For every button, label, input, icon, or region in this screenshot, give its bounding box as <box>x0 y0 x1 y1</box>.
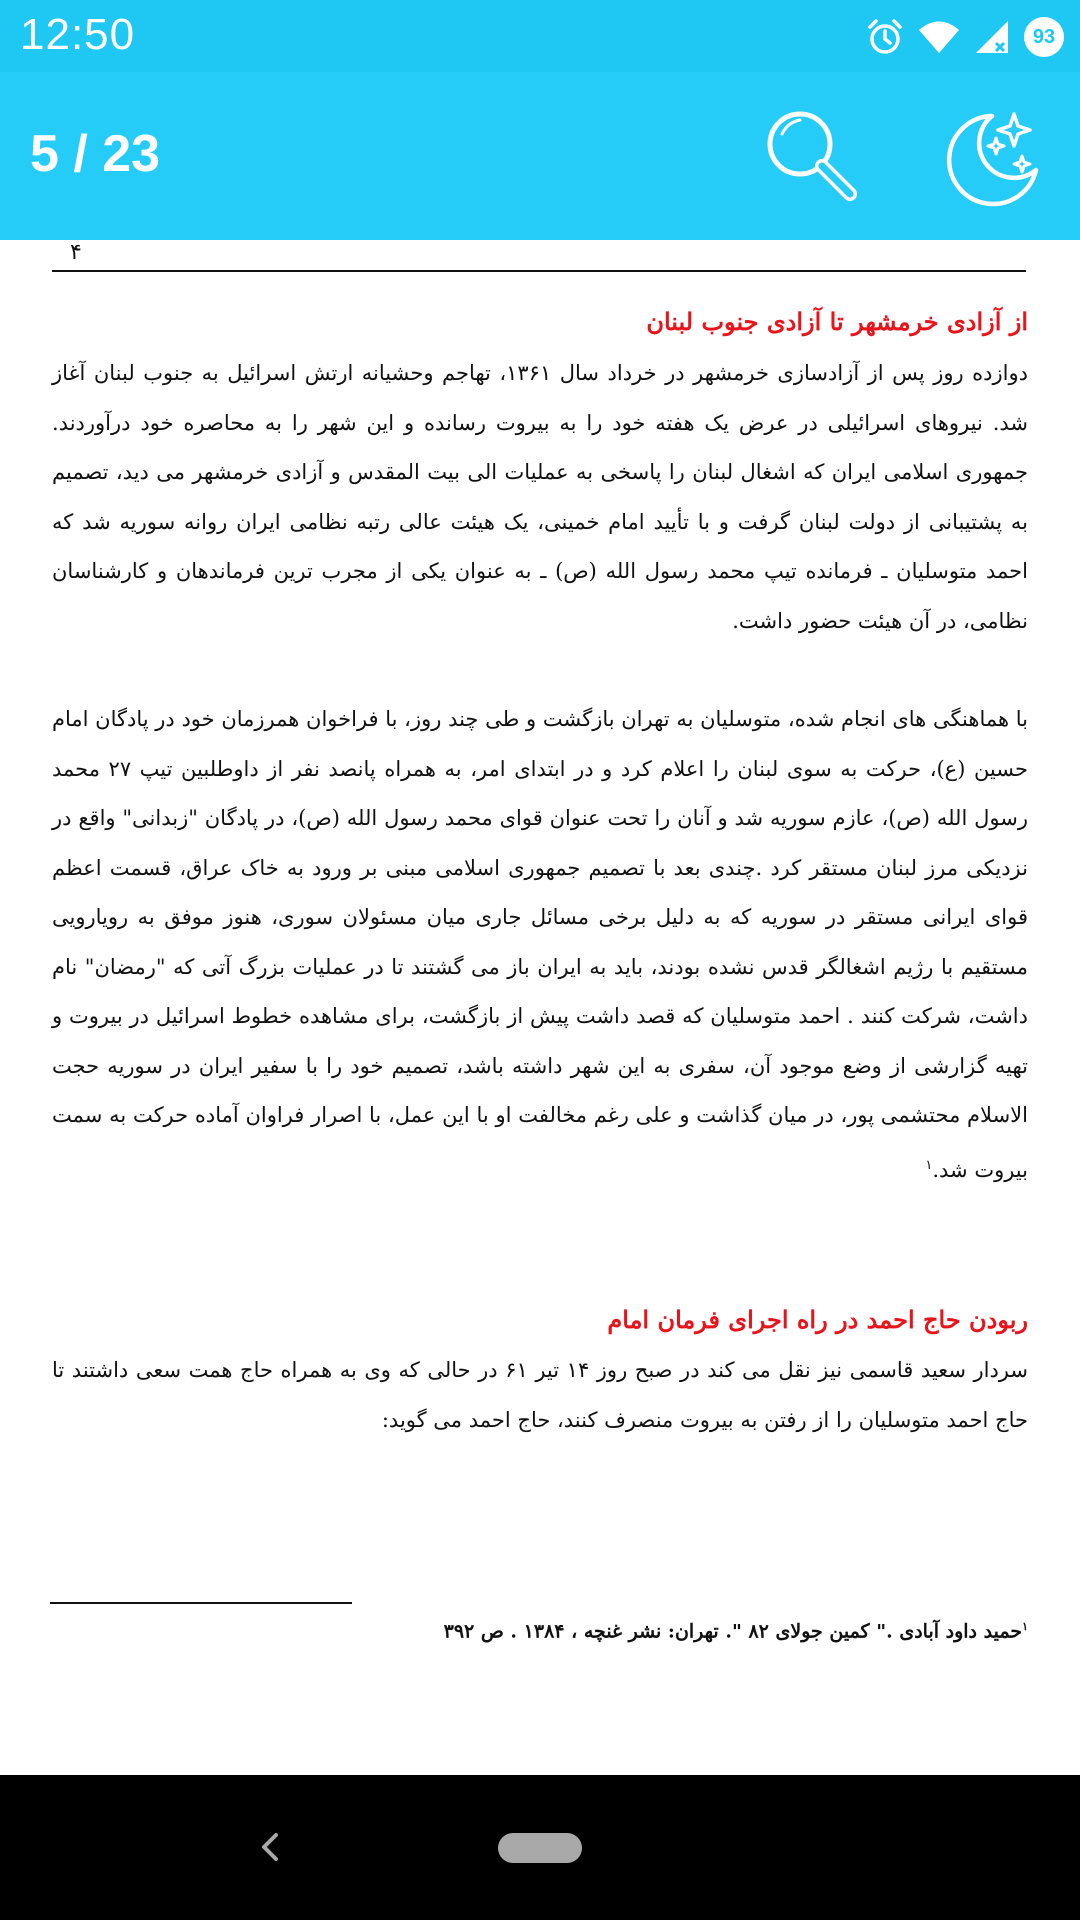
footnote <box>444 1620 1028 1642</box>
search-icon <box>752 98 872 218</box>
section-heading-1: از آزادی خرمشهر تا آزادی جنوب لبنان <box>646 307 1028 336</box>
header-rule <box>52 270 1026 272</box>
navigation-bar <box>0 1775 1080 1920</box>
status-time: 12:50 <box>20 10 136 59</box>
document-page[interactable] <box>0 240 1080 1775</box>
footnote-text: حمید داود آبادی ." کمین جولای ۸۲ ". تهران: نشر غنچه ، ۱۳۸۴ . ص ۳۹۲ <box>443 1620 1023 1643</box>
night-mode-icon <box>930 98 1050 218</box>
section-heading-2: ربودن حاج احمد در راه اجرای فرمان امام <box>607 1305 1028 1334</box>
signal-icon <box>974 19 1010 55</box>
paragraph-2-text: با هماهنگی های انجام شده، متوسلیان به تهران بازگشت و طی چند روز، با فراخوان همرزمان خود در پادگان امام حسین (ع)، حرکت به سوی لبنان را اعلام کرد و در ابتدای امر، به همراه پانصد نفر از داوطلبین تیپ ۲۷ محمد رسول الله (ص)، عازم سوریه شد و آنان را تحت عنوان قوای محمد رسول الله (ص)، در پادگان "زبدانی" واقع در نزدیکی مرز لبنان مستقر کرد .چندی بعد با تصمیم جمهوری اسلامی مبنی بر ورود به خاک عراق، قسمت اعظم قوای ایرانی مستقر در سوریه که به دلیل برخی مسائل جاری میان مسئولان سوری، هنوز موفق به رویارویی مستقیم با رژیم اشغالگر قدس نشده بودند، باید به ایران باز می گشتند تا در عملیات بزرگ آتی که "رمضان" نام داشت، شرکت کنند . احمد متوسلیان که قصد داشت پیش از بازگشت، برای مشاهده خطوط اسرائیل در بیروت و تهیه گزارشی از وضع موجود آن، سفری به این شهر داشته باشد، تصمیم خود را با سفیر ایران در سوریه حجت الاسلام محتشمی پور، در میان گذاشت و علی رغم مخالفت او با این عمل، با اصرار فراوان آماده حرکت به سمت بیروت شد. <box>52 707 1028 1182</box>
app-bar <box>0 72 1080 240</box>
search-button[interactable] <box>752 98 872 218</box>
footnote-ref: ۱ <box>925 1157 933 1173</box>
paragraph-2 <box>52 695 1028 1195</box>
footnote-rule <box>50 1602 352 1604</box>
alarm-icon <box>866 18 904 56</box>
paragraph-1: دوازده روز پس از آزادسازی خرمشهر در خرداد سال ۱۳۶۱، تهاجم وحشیانه ارتش اسرائیل به جنوب لبنان آغاز شد. نیروهای اسرائیلی در عرض یک هفته خود را به بیروت رسانده و این شهر را به محاصره خود درآوردند. جمهوری اسلامی ایران که اشغال لبنان را پاسخی به عملیات الی بیت المقدس و آزادی خرمشهر می دید، تصمیم به پشتیبانی از دولت لبنان گرفت و با تأیید امام خمینی، یک هیئت عالی رتبه نظامی ایران روانه سوریه شد که احمد متوسلیان ـ فرمانده تیپ محمد رسول الله (ص) ـ به عنوان یکی از مجرب ترین فرماندهان و کارشناسان نظامی، در آن هیئت حضور داشت. <box>52 361 1028 633</box>
status-bar <box>0 0 1080 72</box>
battery-icon: 93 <box>1024 17 1064 57</box>
wifi-icon <box>918 19 960 55</box>
back-icon[interactable] <box>250 1827 290 1867</box>
status-icons <box>866 12 1064 62</box>
night-mode-button[interactable] <box>930 98 1050 218</box>
footnote-marker: ۱ <box>1022 1620 1028 1633</box>
home-pill[interactable] <box>498 1833 582 1863</box>
paragraph-3: سردار سعید قاسمی نیز نقل می کند در صبح روز ۱۴ تیر ۶۱ در حالی که وی به همراه حاج همت سعی داشتند تا حاج احمد متوسلیان را از رفتن به بیروت منصرف کنند، حاج احمد می گوید: <box>52 1358 1028 1432</box>
page-indicator: 5 / 23 <box>30 125 161 183</box>
page-number: ۴ <box>70 240 82 265</box>
